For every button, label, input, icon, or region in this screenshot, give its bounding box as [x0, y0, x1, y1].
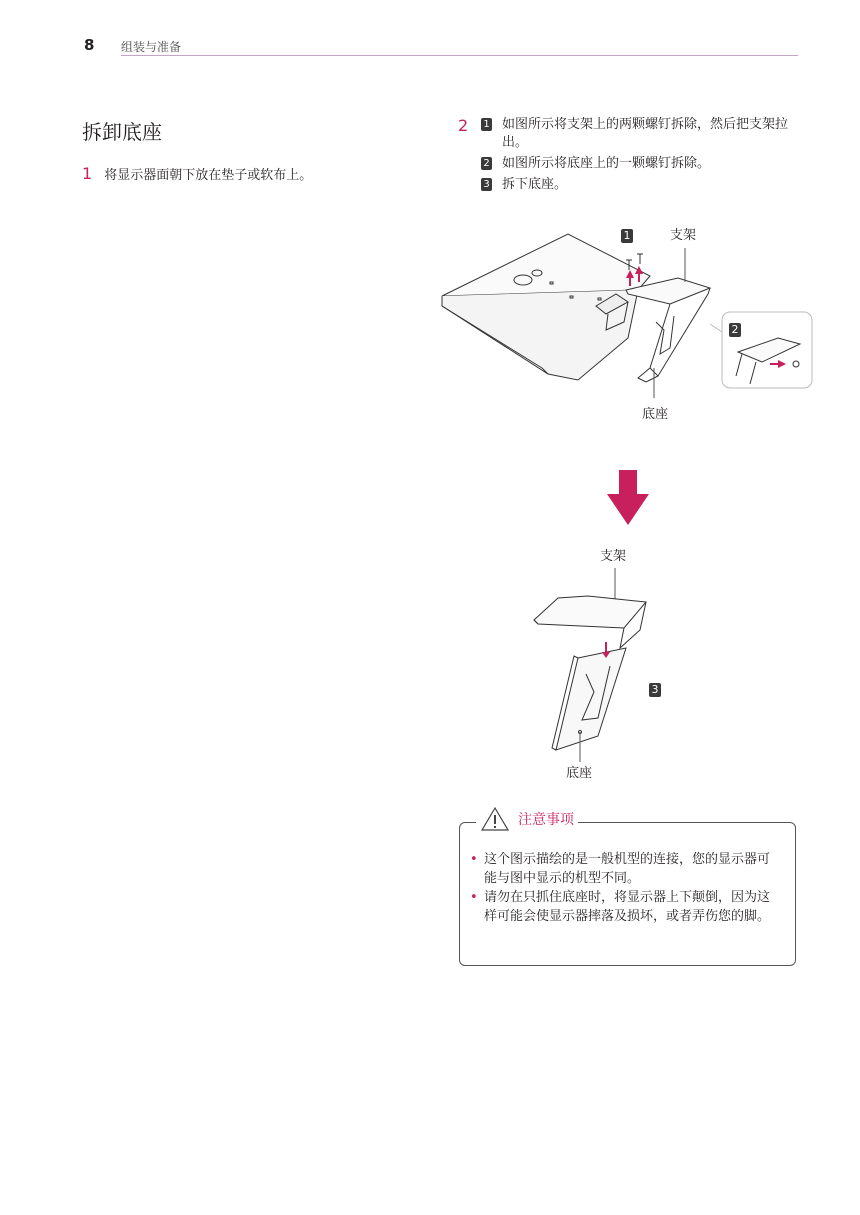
- step-1-number: 1: [82, 164, 93, 183]
- monitor-stand-illustration: [438, 218, 818, 398]
- caution-item-text: 请勿在只抓住底座时，将显示器上下颠倒，因为这样可能会使显示器摔落及损坏，或者弄伤您的脚。: [484, 890, 771, 924]
- bullet-icon: •: [470, 852, 478, 867]
- caution-item: [470, 888, 780, 926]
- step-1-text: 将显示器面朝下放在垫子或软布上。: [104, 168, 313, 183]
- bullet-icon: •: [470, 890, 478, 905]
- substep-2-text: 如图所示将底座上的一颗螺钉拆除。: [502, 156, 711, 171]
- substep-2-badge: 2: [481, 157, 492, 170]
- caution-item: [470, 850, 780, 888]
- section-title: 拆卸底座: [82, 120, 162, 144]
- warning-triangle-icon: [480, 806, 510, 832]
- substep-1-badge: 1: [481, 118, 492, 131]
- substep-1: [481, 116, 811, 152]
- step-1: [82, 164, 312, 183]
- substep-3: [481, 176, 811, 194]
- header-divider: [121, 55, 798, 56]
- fig-badge-1: 1: [621, 224, 633, 243]
- caution-list: [470, 850, 780, 926]
- fig-badge-3: 3: [649, 678, 661, 697]
- substep-3-badge: 3: [481, 178, 492, 191]
- caution-title: 注意事项: [518, 812, 574, 828]
- caution-item-text: 这个图示描绘的是一般机型的连接，您的显示器可能与图中显示的机型不同。: [484, 852, 771, 886]
- fig-label-stand: 支架: [670, 228, 697, 243]
- caution-header: [476, 806, 578, 832]
- fig-bottom-label-base: 底座: [566, 766, 593, 781]
- fig-label-base: 底座: [642, 407, 669, 422]
- arrow-down-icon: [606, 470, 650, 526]
- substep-2: [481, 155, 811, 173]
- stand-base-illustration: [528, 562, 658, 762]
- fig-badge-2: 2: [729, 318, 741, 337]
- fig-bottom-label-stand: 支架: [600, 549, 627, 564]
- page-number: 8: [84, 36, 95, 54]
- header-title: 组装与准备: [121, 40, 182, 54]
- step-2-number: 2: [458, 116, 469, 135]
- substep-1-text: 如图所示将支架上的两颗螺钉拆除，然后把支架拉出。: [502, 117, 789, 150]
- substep-3-text: 拆下底座。: [502, 177, 568, 192]
